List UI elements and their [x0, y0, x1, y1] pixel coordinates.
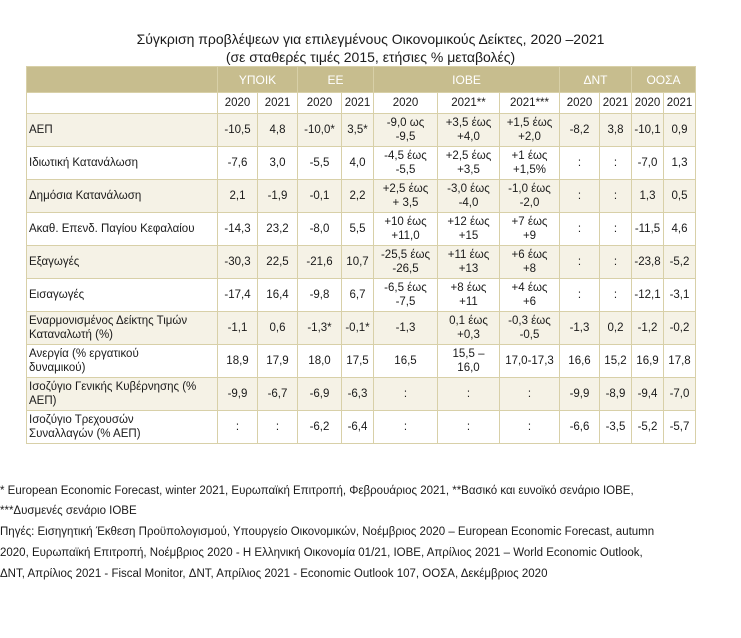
sources	[0, 522, 741, 585]
table-cell: +10 έως +11,0	[374, 213, 438, 246]
row-label: Ισοζύγιο Γενικής Κυβέρνησης (% ΑΕΠ)	[27, 378, 218, 411]
table-cell: -0,2	[664, 312, 696, 345]
row-label: Ισοζύγιο Τρεχουσών Συναλλαγών (% ΑΕΠ)	[27, 411, 218, 444]
table-cell: -6,9	[298, 378, 342, 411]
header-corner	[27, 67, 218, 93]
table-cell: 0,1 έως +0,3	[438, 312, 500, 345]
year-header: 2021	[664, 93, 696, 114]
table-cell: 16,4	[258, 279, 298, 312]
footnote-line-2: ***Δυσμενές σενάριο ΙΟΒΕ	[0, 504, 137, 517]
table-cell: 17,5	[342, 345, 374, 378]
sources-line-1: Πηγές: Εισηγητική Έκθεση Προϋπολογισμού, Υπουργείο Οικονομικών, Νοέμβριος 2020 – European Economic Forecast, autumn	[0, 526, 655, 538]
table-cell: -8,0	[298, 213, 342, 246]
table-cell: :	[600, 180, 632, 213]
group-header-oosa: ΟΟΣΑ	[632, 67, 696, 93]
table-cell: 17,0-17,3	[500, 345, 560, 378]
table-cell: +2,5 έως +3,5	[438, 147, 500, 180]
year-header: 2020	[632, 93, 664, 114]
table-cell: -5,2	[632, 411, 664, 444]
table-cell: 2,1	[218, 180, 258, 213]
group-header-dnt: ΔΝΤ	[560, 67, 632, 93]
table-cell: -5,5	[298, 147, 342, 180]
group-header-ypoik: ΥΠΟΙΚ	[218, 67, 298, 93]
table-cell: :	[258, 411, 298, 444]
table-cell: 2,2	[342, 180, 374, 213]
table-cell: 18,9	[218, 345, 258, 378]
table-row	[27, 411, 696, 444]
table-cell: 0,6	[258, 312, 298, 345]
table-cell: +6 έως +8	[500, 246, 560, 279]
row-label: Εναρμονισμένος Δείκτης Τιμών Καταναλωτή (%)	[27, 312, 218, 345]
table-cell: 3,0	[258, 147, 298, 180]
table-cell: :	[374, 411, 438, 444]
table-cell: :	[560, 180, 600, 213]
table-cell: -10,1	[632, 114, 664, 147]
table-cell: -25,5 έως -26,5	[374, 246, 438, 279]
table-cell: :	[374, 378, 438, 411]
table-cell: 0,9	[664, 114, 696, 147]
table-row	[27, 213, 696, 246]
row-label: ΑΕΠ	[27, 114, 218, 147]
footnotes	[0, 482, 741, 521]
table-cell: -5,2	[664, 246, 696, 279]
table-cell: -10,5	[218, 114, 258, 147]
table-cell: -3,0 έως -4,0	[438, 180, 500, 213]
header-row-years	[27, 93, 696, 114]
table-cell: -10,0*	[298, 114, 342, 147]
year-header: 2021**	[438, 93, 500, 114]
table-cell: 16,9	[632, 345, 664, 378]
row-label: Δημόσια Κατανάλωση	[27, 180, 218, 213]
table-cell: 4,6	[664, 213, 696, 246]
table-cell: :	[600, 213, 632, 246]
table-row	[27, 180, 696, 213]
table-cell: -0,1	[298, 180, 342, 213]
table-cell: -1,1	[218, 312, 258, 345]
table-row	[27, 345, 696, 378]
table-cell: 6,7	[342, 279, 374, 312]
table-cell: +4 έως +6	[500, 279, 560, 312]
table-cell: +3,5 έως +4,0	[438, 114, 500, 147]
table-cell: -1,9	[258, 180, 298, 213]
table-row	[27, 147, 696, 180]
table-cell: -5,7	[664, 411, 696, 444]
table-cell: -1,3	[374, 312, 438, 345]
table-cell: :	[218, 411, 258, 444]
table-cell: +12 έως +15	[438, 213, 500, 246]
table-cell: +1,5 έως +2,0	[500, 114, 560, 147]
table-cell: :	[600, 279, 632, 312]
table-cell: 18,0	[298, 345, 342, 378]
table-cell: -8,2	[560, 114, 600, 147]
table-cell: 0,2	[600, 312, 632, 345]
year-header: 2020	[218, 93, 258, 114]
table-cell: 0,5	[664, 180, 696, 213]
table-cell: -12,1	[632, 279, 664, 312]
table-cell: -11,5	[632, 213, 664, 246]
sources-line-2: 2020, Ευρωπαϊκή Επιτροπή, Νοέμβριος 2020 - Η Ελληνική Οικονομία 01/21, ΙΟΒΕ, Απρίλιος 2021 – World Economic Outlook,	[0, 547, 643, 559]
header-corner-2	[27, 93, 218, 114]
table-cell: 15,2	[600, 345, 632, 378]
year-header: 2020	[298, 93, 342, 114]
year-header: 2021	[258, 93, 298, 114]
row-label: Εξαγωγές	[27, 246, 218, 279]
table-cell: -9,9	[218, 378, 258, 411]
table-cell: -6,2	[298, 411, 342, 444]
table-cell: 17,9	[258, 345, 298, 378]
table-cell: :	[560, 147, 600, 180]
table-cell: :	[500, 378, 560, 411]
title-line-1: Σύγκριση προβλέψεων για επιλεγμένους Οικονομικούς Δείκτες, 2020 –2021	[136, 31, 605, 47]
row-label: Εισαγωγές	[27, 279, 218, 312]
table-cell: -6,7	[258, 378, 298, 411]
table-cell: :	[500, 411, 560, 444]
footnote-line-1: * European Economic Forecast, winter 2021, Ευρωπαϊκή Επιτροπή, Φεβρουάριος 2021, **Βασικό και ευνοϊκό σενάριο ΙΟΒΕ,	[0, 485, 634, 497]
table-cell: -21,6	[298, 246, 342, 279]
table-cell: -4,5 έως -5,5	[374, 147, 438, 180]
table-cell: -30,3	[218, 246, 258, 279]
table-cell: 4,0	[342, 147, 374, 180]
table-cell: 17,8	[664, 345, 696, 378]
table-cell: -3,5	[600, 411, 632, 444]
year-header: 2020	[560, 93, 600, 114]
table-cell: -0,1*	[342, 312, 374, 345]
table-cell: +1 έως +1,5%	[500, 147, 560, 180]
row-label: Ακαθ. Επενδ. Παγίου Κεφαλαίου	[27, 213, 218, 246]
table-cell: -9,0 ως -9,5	[374, 114, 438, 147]
forecast-table	[26, 66, 696, 444]
table-row	[27, 279, 696, 312]
table-cell: -9,9	[560, 378, 600, 411]
table-cell: 16,6	[560, 345, 600, 378]
year-header: 2020	[374, 93, 438, 114]
table-row	[27, 312, 696, 345]
table-cell: -1,3	[560, 312, 600, 345]
table-cell: :	[600, 246, 632, 279]
group-header-iobe: ΙΟΒΕ	[374, 67, 560, 93]
table-cell: :	[438, 411, 500, 444]
table-cell: -6,6	[560, 411, 600, 444]
table-cell: +8 έως +11	[438, 279, 500, 312]
table-cell: -23,8	[632, 246, 664, 279]
year-header: 2021***	[500, 93, 560, 114]
table-row	[27, 114, 696, 147]
table-cell: -8,9	[600, 378, 632, 411]
table-cell: -6,3	[342, 378, 374, 411]
group-header-ee: ΕΕ	[298, 67, 374, 93]
table-cell: -1,0 έως -2,0	[500, 180, 560, 213]
table-cell: -6,4	[342, 411, 374, 444]
table-cell: -1,3*	[298, 312, 342, 345]
table-cell: -3,1	[664, 279, 696, 312]
row-label: Ανεργία (% εργατικού δυναμικού)	[27, 345, 218, 378]
sources-line-3: ΔΝΤ, Απρίλιος 2021 - Fiscal Monitor, ΔΝΤ, Απρίλιος 2021 - Economic Outlook 107, ΟΟΣΑ, Δεκέμβριος 2020	[0, 568, 548, 580]
title-line-2: (σε σταθερές τιμές 2015, ετήσιες % μεταβολές)	[225, 49, 516, 65]
table-cell: 16,5	[374, 345, 438, 378]
table-cell: 15,5 – 16,0	[438, 345, 500, 378]
table-cell: :	[560, 279, 600, 312]
table-cell: :	[600, 147, 632, 180]
table-cell: 5,5	[342, 213, 374, 246]
table-cell: 10,7	[342, 246, 374, 279]
header-row-groups	[27, 67, 696, 93]
table-cell: -17,4	[218, 279, 258, 312]
table-cell: 1,3	[632, 180, 664, 213]
table-cell: 1,3	[664, 147, 696, 180]
table-cell: :	[560, 213, 600, 246]
table-cell: -6,5 έως -7,5	[374, 279, 438, 312]
table-cell: +2,5 έως + 3,5	[374, 180, 438, 213]
table-row	[27, 378, 696, 411]
table-cell: 4,8	[258, 114, 298, 147]
year-header: 2021	[342, 93, 374, 114]
table-cell: +7 έως +9	[500, 213, 560, 246]
table-cell: 3,8	[600, 114, 632, 147]
table-cell: +11 έως +13	[438, 246, 500, 279]
table-cell: -9,8	[298, 279, 342, 312]
table-cell: :	[438, 378, 500, 411]
table-cell: :	[560, 246, 600, 279]
table-cell: -0,3 έως -0,5	[500, 312, 560, 345]
table-cell: 3,5*	[342, 114, 374, 147]
table-cell: -7,6	[218, 147, 258, 180]
table-row	[27, 246, 696, 279]
table-cell: -7,0	[632, 147, 664, 180]
row-label: Ιδιωτική Κατανάλωση	[27, 147, 218, 180]
table-cell: -7,0	[664, 378, 696, 411]
table-cell: -9,4	[632, 378, 664, 411]
table-cell: 23,2	[258, 213, 298, 246]
year-header: 2021	[600, 93, 632, 114]
table-cell: -14,3	[218, 213, 258, 246]
table-cell: -1,2	[632, 312, 664, 345]
table-cell: 22,5	[258, 246, 298, 279]
table-title	[0, 30, 741, 66]
